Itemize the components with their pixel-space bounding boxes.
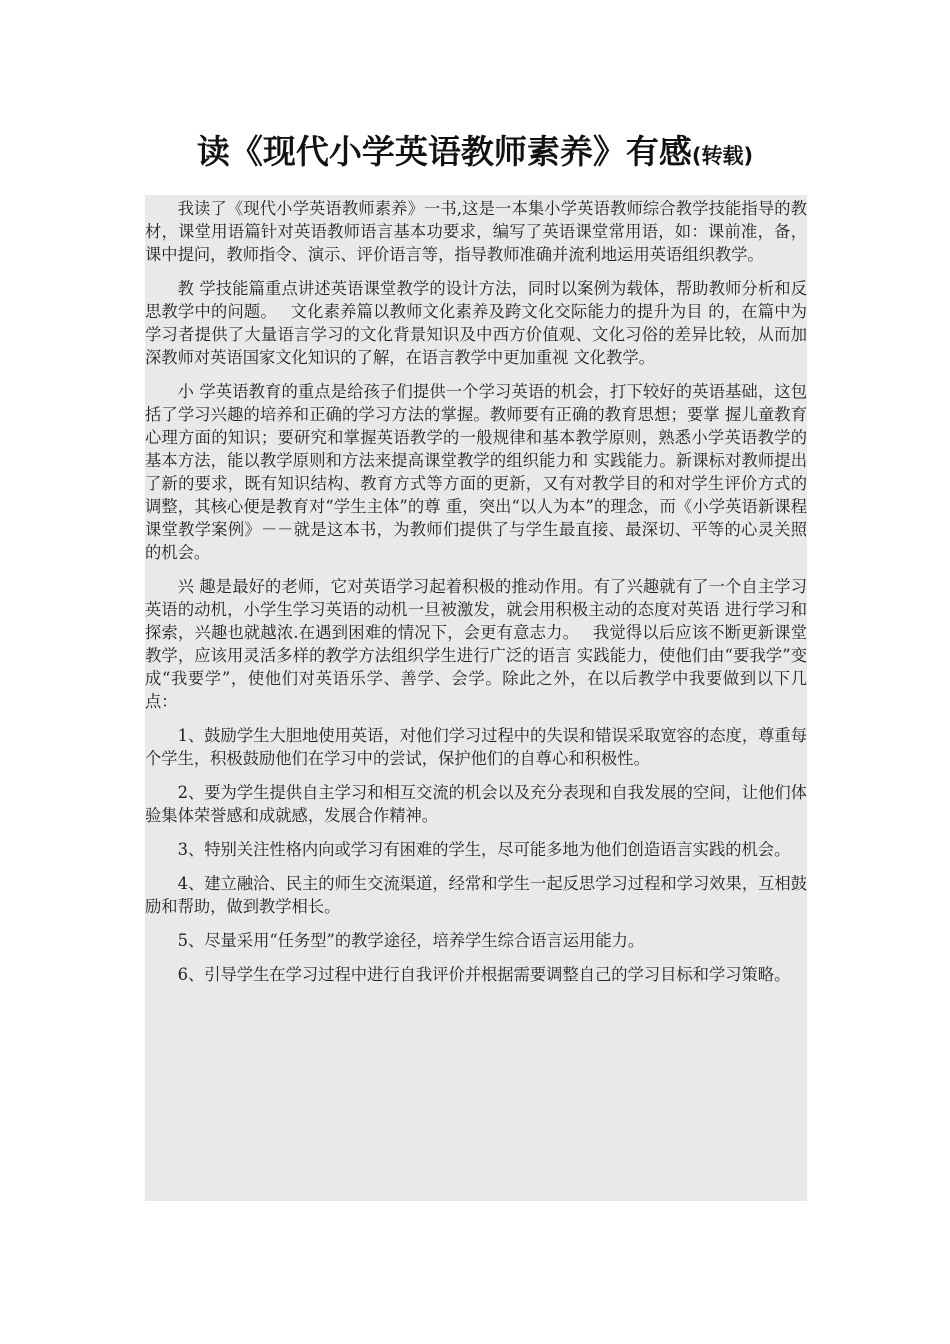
list-item-4: 4、建立融洽、民主的师生交流渠道，经常和学生一起反思学习过程和学习效果，互相鼓励和帮助，做到教学相长。 <box>145 874 807 916</box>
list-item-2: 2、要为学生提供自主学习和相互交流的机会以及充分表现和自我发展的空间，让他们体验集体荣誉感和成就感，发展合作精神。 <box>145 783 807 825</box>
paragraph-3: 小 学英语教育的重点是给孩子们提供一个学习英语的机会，打下较好的英语基础，这包括了学习兴趣的培养和正确的学习方法的掌握。教师要有正确的教育思想；要掌 握儿童教育心理方面的知识；要研究和掌握英语教学的一般规律和基本教学原则，熟悉小学英语教学的基本方法，能以教学原则和方法来提高课堂教学的组织能力和 实践能力。新课标对教师提出了新的要求，既有知识结构、教育方式等方面的更新，又有对教学目的和对学生评价方式的调整，其核心便是教育对“学生主体”的尊 重，突出“以人为本”的理念，而《小学英语新课程课堂教学案例》－－就是这本书，为教师们提供了与学生最直接、最深切、平等的心灵关照的机会。 <box>145 382 807 562</box>
list-item-6: 6、引导学生在学习过程中进行自我评价并根据需要调整自己的学习目标和学习策略。 <box>177 965 791 984</box>
paragraph-1: 我读了《现代小学英语教师素养》一书,这是一本集小学英语教师综合教学技能指导的教材，课堂用语篇针对英语教师语言基本功要求，编写了英语课堂常用语，如：课前准，备，课中提问，教师指令、演示、评价语言等，指导教师准确并流利地运用英语组织教学。 <box>145 199 807 264</box>
list-item-1: 1、鼓励学生大胆地使用英语，对他们学习过程中的失误和错误采取宽容的态度，尊重每个学生，积极鼓励他们在学习中的尝试，保护他们的自尊心和积极性。 <box>145 726 807 768</box>
page-title-main: 读《现代小学英语教师素养》有感 <box>196 132 692 171</box>
list-item-3: 3、特别关注性格内向或学习有困难的学生，尽可能多地为他们创造语言实践的机会。 <box>177 840 791 859</box>
list-item-5: 5、尽量采用“任务型”的教学途径，培养学生综合语言运用能力。 <box>177 931 645 950</box>
paragraph-4: 兴 趣是最好的老师，它对英语学习起着积极的推动作用。有了兴趣就有了一个自主学习英语的动机，小学生学习英语的动机一旦被激发，就会用积极主动的态度对英语 进行学习和探索，兴趣也就越浓.在遇到困难的情况下，会更有意志力。 我觉得以后应该不断更新课堂教学，应该用灵活多样的教学方法组织学生进行广泛的语言 实践能力，使他们由“要我学”变成“我要学”，使他们对英语乐学、善学、会学。除此之外，在以后教学中我要做到以下几点： <box>145 577 807 711</box>
article-body <box>145 195 807 1201</box>
page-title <box>0 124 950 184</box>
paragraph-2: 教 学技能篇重点讲述英语课堂教学的设计方法，同时以案例为载体，帮助教师分析和反思教学中的问题。 文化素养篇以教师文化素养及跨文化交际能力的提升为目 的，在篇中为学习者提供了大量语言学习的文化背景知识及中西方价值观、文化习俗的差异比较，从而加深教师对英语国家文化知识的了解，在语言教学中更加重视 文化教学。 <box>145 279 807 367</box>
page-title-suffix: (转载) <box>691 144 754 168</box>
